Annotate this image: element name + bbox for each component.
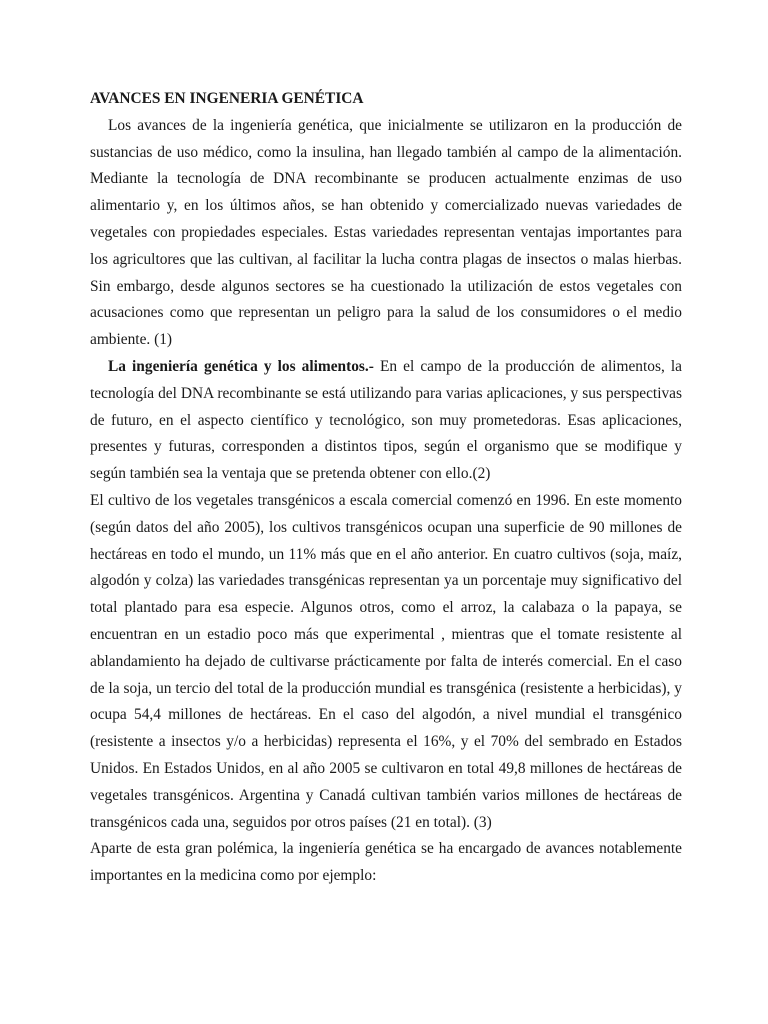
paragraph-food-heading: La ingeniería genética y los alimentos.- (108, 357, 374, 375)
paragraph-intro: Los avances de la ingeniería genética, que inicialmente se utilizaron en la producción de sustancias de uso médico, como la insulina, han llegado también al campo de la alimentación. Mediante la tecnología de DNA recombinante se producen actualmente enzimas de uso alimentario y, en los últimos años, se han obtenido y comercializado nuevas variedades de vegetales con propiedades especiales. Estas variedades representan ventajas importantes para los agricultores que las cultivan, al facilitar la lucha contra plagas de insectos o malas hierbas. Sin embargo, desde algunos sectores se ha cuestionado la utilización de estos vegetales con acusaciones como que representan un peligro para la salud de los consumidores o el medio ambiente. (1) (90, 116, 682, 349)
document-title: AVANCES EN INGENERIA GENÉTICA (90, 90, 364, 107)
document-page (90, 86, 682, 890)
paragraph-crops: El cultivo de los vegetales transgénicos a escala comercial comenzó en 1996. En este momento (según datos del año 2005), los cultivos transgénicos ocupan una superficie de 90 millones de hectáreas en todo el mundo, un 11% más que en el año anterior. En cuatro cultivos (soja, maíz, algodón y colza) las variedades transgénicas representan ya un porcentaje muy significativo del total plantado para esa especie. Algunos otros, como el arroz, la calabaza o la papaya, se encuentran en un estadio poco más que experimental , mientras que el tomate resistente al ablandamiento ha dejado de cultivarse prácticamente por falta de interés comercial. En el caso de la soja, un tercio del total de la producción mundial es transgénica (resistente a herbicidas), y ocupa 54,4 millones de hectáreas. En el caso del algodón, a nivel mundial el transgénico (resistente a insectos y/o a herbicidas) representa el 16%, y el 70% del sembrado en Estados Unidos. En Estados Unidos, en al año 2005 se cultivaron en total 49,8 millones de hectáreas de vegetales transgénicos. Argentina y Canadá cultivan también varios millones de hectáreas de transgénicos cada una, seguidos por otros países (21 en total). (3) (90, 491, 682, 831)
paragraph-medicine: Aparte de esta gran polémica, la ingeniería genética se ha encargado de avances notablemente importantes en la medicina como por ejemplo: (90, 840, 682, 885)
paragraph-food-body: En el campo de la producción de alimentos, la tecnología del DNA recombinante se está utilizando para varias aplicaciones, y sus perspectivas de futuro, en el aspecto científico y tecnológico, son muy prometedoras. Esas aplicaciones, presentes y futuras, corresponden a distintos tipos, según el organismo que se modifique y según también sea la ventaja que se pretenda obtener con ello.(2) (90, 357, 682, 483)
paragraph-food (90, 354, 682, 488)
